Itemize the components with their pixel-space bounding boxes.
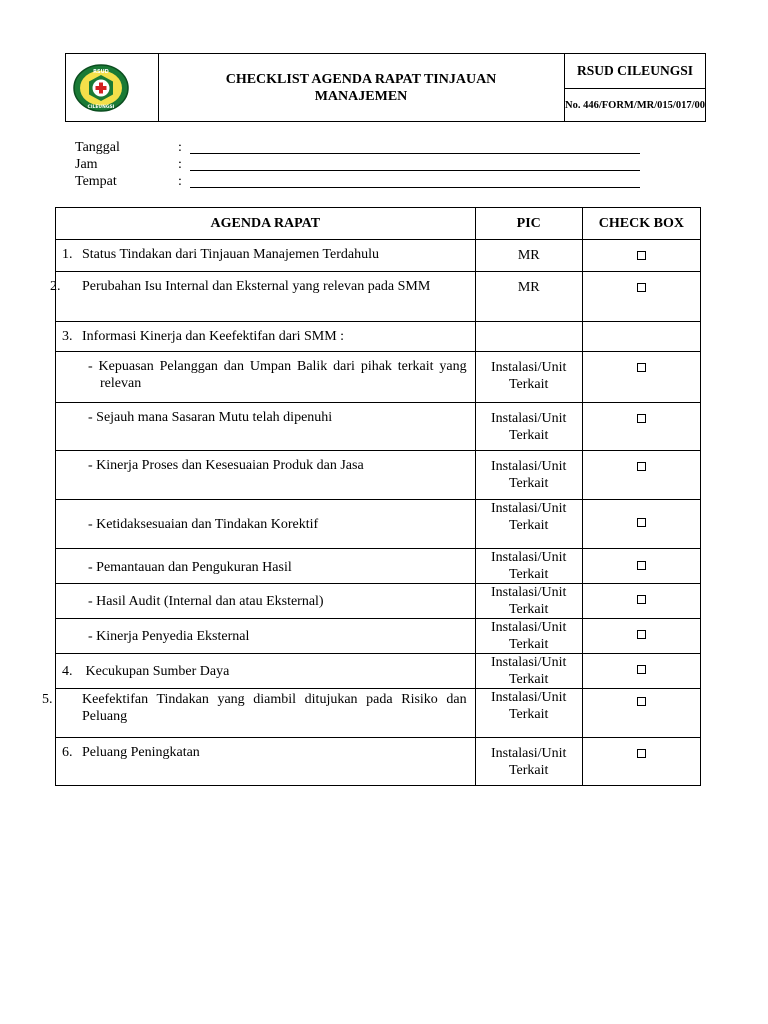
fill-line[interactable] — [190, 153, 640, 154]
table-row — [56, 738, 701, 786]
form-header — [65, 53, 706, 122]
checkbox[interactable] — [637, 414, 646, 423]
logo-cell — [66, 54, 159, 121]
item-pic: Instalasi/Unit Terkait — [491, 690, 567, 722]
item-pic: Instalasi/Unit Terkait — [491, 746, 567, 778]
document-title-cell — [158, 54, 565, 121]
item-pic: Instalasi/Unit Terkait — [491, 585, 567, 617]
checkbox[interactable] — [637, 697, 646, 706]
form-number: No. 446/FORM/MR/015/017/00 — [565, 99, 705, 111]
fill-line[interactable] — [190, 170, 640, 171]
item-text: Kinerja Proses dan Kesesuaian Produk dan Jasa — [96, 458, 364, 473]
header-pic: PIC — [475, 208, 582, 240]
item-number: 5. — [42, 692, 53, 707]
organization-name: RSUD CILEUNGSI — [565, 54, 705, 89]
table-row — [56, 451, 701, 500]
table-row — [56, 619, 701, 654]
item-pic: MR — [517, 280, 540, 295]
table-row — [56, 352, 701, 403]
item-number: 6. — [62, 745, 73, 760]
header-agenda: AGENDA RAPAT — [56, 208, 476, 240]
item-pic: Instalasi/Unit Terkait — [491, 411, 567, 443]
table-row — [56, 654, 701, 689]
logo-text-bottom: CILEUNGSI — [87, 105, 115, 110]
table-row — [56, 403, 701, 451]
item-text: Status Tindakan dari Tinjauan Manajemen Terdahulu — [82, 247, 380, 262]
field-label: Jam — [75, 157, 98, 172]
checkbox[interactable] — [637, 251, 646, 260]
item-pic: MR — [517, 248, 540, 263]
item-pic: Instalasi/Unit Terkait — [491, 620, 567, 652]
field-colon: : — [178, 140, 182, 155]
table-header-row — [56, 208, 701, 240]
item-text: Sejauh mana Sasaran Mutu telah dipenuhi — [96, 410, 333, 425]
table-row — [56, 500, 701, 549]
checkbox[interactable] — [637, 630, 646, 639]
hospital-logo — [72, 63, 130, 113]
document-title: CHECKLIST AGENDA RAPAT TINJAUAN MANAJEMEN — [225, 71, 497, 104]
table-row — [56, 322, 701, 352]
item-text: Perubahan Isu Internal dan Eksternal yang relevan pada SMM — [82, 279, 431, 294]
item-number: 4. — [62, 663, 73, 679]
item-number: 1. — [62, 247, 73, 262]
item-pic: Instalasi/Unit Terkait — [491, 501, 567, 533]
logo-text-top: RSUD — [93, 69, 109, 75]
item-pic: Instalasi/Unit Terkait — [491, 550, 567, 582]
item-text: Kepuasan Pelanggan dan Umpan Balik dari pihak terkait yang relevan — [98, 359, 467, 391]
field-colon: : — [178, 157, 182, 172]
item-bullet: - — [88, 593, 93, 609]
item-pic: Instalasi/Unit Terkait — [491, 360, 567, 392]
item-pic — [476, 322, 582, 329]
item-text: Kinerja Penyedia Eksternal — [96, 628, 250, 644]
table-row — [56, 584, 701, 619]
checkbox[interactable] — [637, 363, 646, 372]
item-bullet: - — [88, 628, 93, 644]
checkbox[interactable] — [637, 595, 646, 604]
checkbox[interactable] — [637, 561, 646, 570]
item-text: Hasil Audit (Internal dan atau Eksternal) — [96, 593, 324, 609]
fill-line[interactable] — [190, 187, 640, 188]
header-check: CHECK BOX — [582, 208, 700, 240]
item-text: Pemantauan dan Pengukuran Hasil — [96, 559, 292, 575]
item-text: Informasi Kinerja dan Keefektifan dari SMM : — [82, 329, 345, 344]
item-bullet: - — [88, 359, 93, 374]
table-row — [56, 549, 701, 584]
item-pic: Instalasi/Unit Terkait — [491, 655, 567, 687]
field-label: Tempat — [75, 174, 117, 189]
table-row — [56, 689, 701, 738]
item-bullet: - — [88, 559, 93, 575]
agenda-table — [42, 207, 701, 786]
item-pic: Instalasi/Unit Terkait — [491, 459, 567, 491]
checkbox[interactable] — [637, 749, 646, 758]
item-bullet: - — [88, 458, 93, 473]
checkbox[interactable] — [637, 283, 646, 292]
item-number: 2. — [50, 279, 61, 294]
item-text: Kecukupan Sumber Daya — [85, 663, 230, 679]
table-row — [56, 240, 701, 272]
item-bullet: - — [88, 516, 93, 532]
item-bullet: - — [88, 410, 93, 425]
item-text: Keefektifan Tindakan yang diambil ditujukan pada Risiko dan Peluang — [82, 692, 467, 724]
item-text: Peluang Peningkatan — [82, 745, 200, 760]
checkbox[interactable] — [637, 462, 646, 471]
checkbox[interactable] — [637, 518, 646, 527]
item-number: 3. — [62, 329, 73, 344]
item-text: Ketidaksesuaian dan Tindakan Korektif — [96, 516, 319, 532]
field-colon: : — [178, 174, 182, 189]
table-row — [56, 272, 701, 322]
checkbox[interactable] — [637, 665, 646, 674]
field-label: Tanggal — [75, 140, 120, 155]
